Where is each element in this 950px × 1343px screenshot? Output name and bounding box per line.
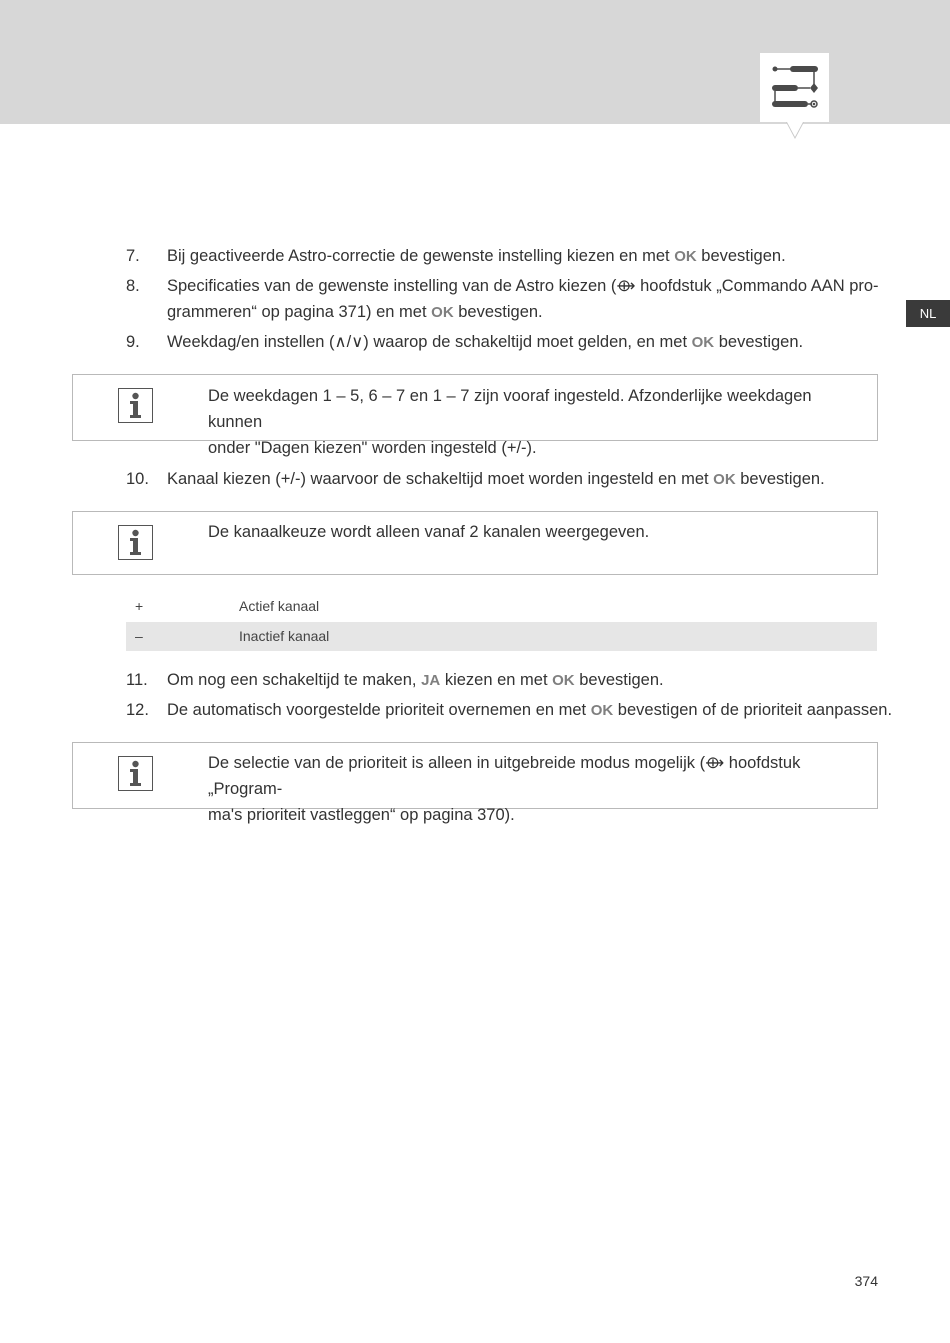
step-number: 10.: [126, 470, 149, 488]
info-note-channels: [72, 511, 878, 575]
step-10: [126, 466, 886, 492]
ok-key-label: OK: [552, 672, 575, 689]
step-text: Bij geactiveerde Astro-correctie de gewenste instelling kiezen en met OK bevestigen.: [167, 247, 786, 265]
step-11: [126, 667, 886, 693]
header-icon-pointer: [787, 122, 803, 137]
step-7: [126, 243, 886, 269]
ja-key-label: JA: [421, 672, 441, 689]
legend-symbol: –: [135, 628, 143, 644]
note-text: De kanaalkeuze wordt alleen vanaf 2 kanalen weergegeven.: [208, 523, 650, 541]
step-number: 12.: [126, 701, 149, 719]
page-number: 374: [854, 1273, 878, 1289]
step-number: 7.: [126, 247, 140, 265]
step-12: [126, 697, 893, 723]
step-number: 11.: [126, 671, 148, 689]
ok-key-label: OK: [590, 702, 614, 719]
step-text: De automatisch voorgestelde prioriteit overnemen en met OK bevestigen of de prioriteit aanpassen.: [167, 701, 893, 719]
step-number: 8.: [126, 277, 140, 295]
legend-row-active: [126, 592, 877, 621]
language-tab[interactable]: NL: [906, 300, 950, 327]
step-8: [126, 273, 886, 325]
step-text: Om nog een schakeltijd te maken, JA kiezen en met OK bevestigen.: [167, 671, 664, 689]
ok-key-label: OK: [691, 334, 715, 351]
step-9: [126, 329, 886, 355]
step-text: Kanaal kiezen (+/-) waarvoor de schakeltijd moet worden ingesteld en met OK bevestigen.: [167, 470, 825, 488]
legend-label: Actief kanaal: [239, 598, 320, 614]
info-icon: [118, 388, 153, 423]
legend-row-inactive: [126, 622, 877, 651]
legend-label: Inactief kanaal: [239, 628, 330, 644]
note-text: De weekdagen 1 – 5, 6 – 7 en 1 – 7 zijn vooraf ingesteld. Afzonderlijke weekdagen kunnen onder "Dagen kiezen" worden ingesteld (+/-).: [208, 387, 812, 457]
step-text: Specificaties van de gewenste instelling van de Astro kiezen (⟴ hoofdstuk „Commando AAN pro- grammeren“ op pagina 371) en met OK bevestigen.: [167, 277, 879, 321]
ok-key-label: OK: [713, 471, 736, 488]
step-number: 9.: [126, 333, 140, 351]
ok-key-label: OK: [431, 304, 454, 321]
header-icon-box: [760, 53, 829, 122]
ok-key-label: OK: [674, 248, 697, 265]
step-text: Weekdag/en instellen (∧/∨) waarop de schakeltijd moet gelden, en met OK bevestigen.: [167, 333, 804, 351]
info-icon: [118, 525, 153, 560]
info-note-weekdays: [72, 374, 878, 457]
info-icon: [118, 756, 153, 791]
program-flow-icon: [760, 53, 829, 122]
info-note-priority: [72, 742, 878, 824]
note-text: De selectie van de prioriteit is alleen in uitgebreide modus mogelijk (⟴ hoofdstuk „Program- ma's prioriteit vastleggen“ op pagina 370).: [208, 754, 801, 824]
legend-symbol: +: [135, 598, 144, 614]
